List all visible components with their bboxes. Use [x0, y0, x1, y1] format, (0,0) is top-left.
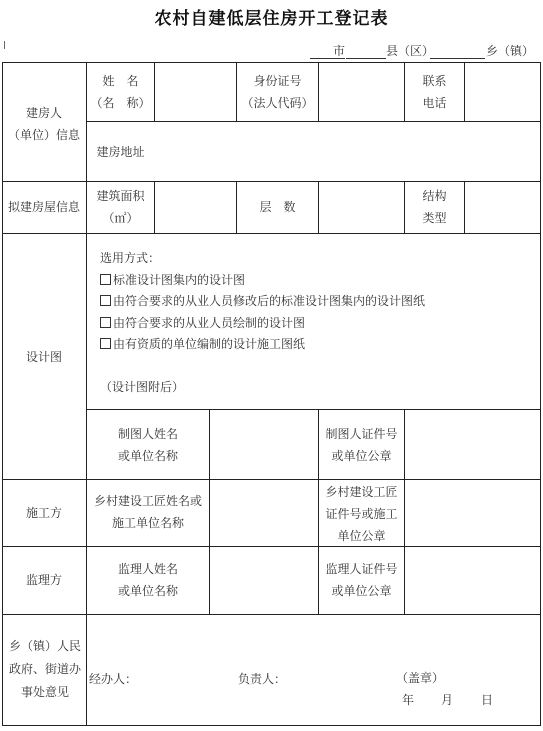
supervisor-section-label: 监理方 — [25, 573, 62, 587]
design-option-4[interactable]: 由有资质的单位编制的设计施工图纸 — [100, 336, 305, 352]
date-month-label: 月 — [441, 693, 454, 707]
builder-cert-field[interactable] — [405, 480, 540, 546]
margin-tick — [4, 41, 5, 49]
house-floors-field[interactable] — [319, 182, 404, 233]
design-section-label: 设计图 — [25, 350, 62, 364]
house-structure-label: 结构 类型 — [422, 189, 447, 225]
row-line — [2, 181, 541, 182]
checkbox-3[interactable] — [100, 317, 111, 328]
house-area-field[interactable] — [155, 182, 236, 233]
table-border-top — [2, 62, 541, 63]
builder-cert-label: 乡村建设工匠 证件号或施工 单位公章 — [325, 485, 398, 543]
opinion-field[interactable] — [87, 615, 540, 725]
builder-name-field[interactable] — [210, 480, 318, 546]
checkbox-2[interactable] — [100, 295, 111, 306]
drafter-name-label: 制图人姓名 或单位名称 — [117, 427, 178, 463]
owner-phone-field[interactable] — [465, 63, 540, 121]
opinion-seal-label: （盖章） — [396, 671, 445, 685]
design-options-label: 选用方式： — [100, 251, 161, 265]
table-border-bottom — [2, 725, 541, 726]
design-option-1[interactable]: 标准设计图集内的设计图 — [100, 272, 245, 288]
date-year-label: 年 — [402, 693, 415, 707]
county-blank[interactable] — [346, 58, 386, 59]
house-floors-label: 层 数 — [259, 200, 296, 214]
house-area-label: 建筑面积 （㎡） — [96, 189, 145, 225]
date-day-label: 日 — [481, 693, 494, 707]
owner-id-field[interactable] — [319, 63, 404, 121]
supervisor-cert-field[interactable] — [405, 547, 540, 614]
checkbox-4[interactable] — [100, 338, 111, 349]
owner-phone-label: 联系 电话 — [422, 74, 447, 110]
house-section-label: 拟建房屋信息 — [7, 200, 80, 214]
design-option-3[interactable]: 由符合要求的从业人员绘制的设计图 — [100, 315, 305, 331]
design-attached-note: （设计图附后） — [100, 380, 185, 394]
drafter-cert-label: 制图人证件号 或单位公章 — [325, 427, 398, 463]
drafter-name-field[interactable] — [210, 410, 318, 479]
town-blank[interactable] — [430, 58, 485, 59]
form-title: 农村自建低层住房开工登记表 — [154, 9, 389, 29]
design-option-2[interactable]: 由符合要求的从业人员修改后的标准设计图集内的设计图纸 — [100, 293, 425, 309]
owner-section-label: 建房人 （单位）信息 — [7, 106, 80, 142]
opinion-section-label: 乡（镇）人民 政府、街道办 事处意见 — [8, 639, 81, 699]
owner-id-label: 身份证号 （法人代码） — [241, 74, 314, 110]
supervisor-name-field[interactable] — [210, 547, 318, 614]
opinion-handler-label: 经办人： — [89, 672, 138, 686]
region-county: 县（区） — [386, 44, 435, 58]
house-structure-field[interactable] — [465, 182, 540, 233]
table-border-left — [2, 62, 3, 726]
supervisor-name-label: 监理人姓名 或单位名称 — [117, 562, 178, 598]
builder-section-label: 施工方 — [25, 506, 62, 520]
supervisor-cert-label: 监理人证件号 或单位公章 — [325, 562, 398, 598]
table-border-right — [540, 62, 541, 726]
region-city: 市 — [333, 44, 346, 58]
checkbox-1[interactable] — [100, 274, 111, 285]
region-town: 乡（镇） — [486, 44, 535, 58]
owner-name-field[interactable] — [155, 63, 236, 121]
owner-address-label: 建房地址 — [96, 145, 145, 159]
builder-name-label: 乡村建设工匠姓名或 施工单位名称 — [93, 494, 202, 530]
drafter-cert-field[interactable] — [405, 410, 540, 479]
owner-address-field[interactable] — [155, 122, 540, 181]
opinion-responsible-label: 负责人： — [238, 672, 287, 686]
row-line — [2, 233, 541, 234]
owner-name-label: 姓 名 （名 称） — [90, 74, 151, 110]
